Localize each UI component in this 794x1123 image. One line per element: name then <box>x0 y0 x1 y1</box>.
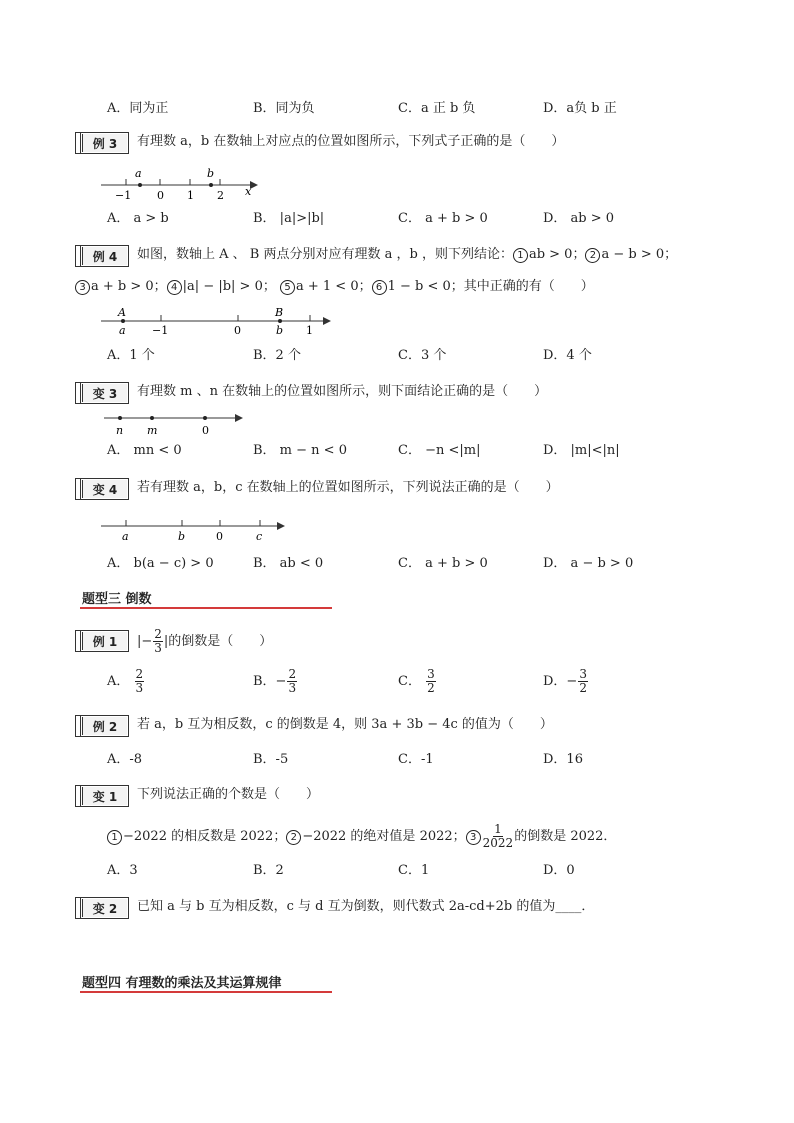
number-line-var4 <box>97 516 292 544</box>
option-b: B．2 个 <box>253 348 301 363</box>
point-label-a: a <box>119 324 126 337</box>
number-line-var3 <box>100 410 250 438</box>
option-b: B．2 <box>253 863 284 878</box>
option-c: C．-1 <box>398 752 434 767</box>
option-d: D．4 个 <box>543 348 592 363</box>
point-label-n: n <box>116 424 124 437</box>
question-text: 已知 a 与 b 互为相反数，c 与 d 互为倒数，则代数式 2a-cd+2b 的值为____． <box>137 899 595 914</box>
example-tag: 例 4 <box>75 245 129 267</box>
section-underline <box>80 607 332 609</box>
point-label-m: m <box>147 424 158 437</box>
tick-label: 1 <box>187 189 194 202</box>
option-a: A．1 个 <box>107 348 155 363</box>
option-c: C． a + b > 0 <box>398 556 488 571</box>
option-c: C． a + b > 0 <box>398 211 488 226</box>
tick-label: 2 <box>217 189 224 202</box>
point-label-b: b <box>207 167 215 180</box>
option-d: D． |m|<|n| <box>543 443 620 458</box>
variant-tag: 变 1 <box>75 785 129 807</box>
example-tag: 例 2 <box>75 715 129 737</box>
question-text: 若有理数 a，b，c 在数轴上的位置如图所示，下列说法正确的是（ ） <box>137 480 559 495</box>
option-b: B． ab < 0 <box>253 556 324 571</box>
number-line-ex4 <box>95 305 340 340</box>
option-c: C． $\frac{3}{2}$ <box>398 667 435 695</box>
option-d: D．− $\frac{3}{2}$ <box>543 667 587 695</box>
section-heading: 题型三 倒数 <box>82 592 152 607</box>
tick-label: −1 <box>115 189 132 202</box>
option-a: A． b(a − c) > 0 <box>107 556 214 571</box>
tick-label-0: 0 <box>202 424 209 437</box>
tick-label: 1 <box>306 324 313 337</box>
section-heading: 题型四 有理数的乘法及其运算规律 <box>82 976 282 991</box>
option-d: D．0 <box>543 863 575 878</box>
option-d: D．a负 b 正 <box>543 101 617 116</box>
number-line-ex3 <box>95 165 265 205</box>
option-d: D． a − b > 0 <box>543 556 634 571</box>
question-text: 有理数 m 、n 在数轴上的位置如图所示，则下面结论正确的是（ ） <box>137 384 548 399</box>
variant-tag: 变 4 <box>75 478 129 500</box>
option-b: B． m − n < 0 <box>253 443 347 458</box>
option-a: A． mn < 0 <box>107 443 182 458</box>
option-d: D．16 <box>543 752 583 767</box>
point-label-c: c <box>256 530 263 543</box>
option-a: A．同为正 <box>107 101 169 116</box>
point-label-A: A <box>118 306 126 319</box>
point-label-a: a <box>135 167 142 180</box>
option-a: A．-8 <box>107 752 143 767</box>
point-label-B: B <box>275 306 284 319</box>
tick-label-0: 0 <box>216 530 223 543</box>
question-text: |− $\frac{2}{3}$ |的倒数是（ ） <box>137 627 273 655</box>
tick-label: −1 <box>152 324 169 337</box>
axis-var-label: x <box>245 185 252 198</box>
point-label-a: a <box>122 530 129 543</box>
option-b: B． |a|>|b| <box>253 211 325 226</box>
variant-tag: 变 3 <box>75 382 129 404</box>
statement-list: 1 −2022 的相反数是 2022； 2 −2022 的绝对值是 2022； 3 $\frac{1}{2022}$ 的倒数是 2022． <box>107 823 616 850</box>
option-c: C．a 正 b 负 <box>398 101 476 116</box>
option-a: A． $\frac{2}{3}$ <box>107 667 144 695</box>
question-text: 若 a，b 互为相反数，c 的倒数是 4，则 3a + 3b − 4c 的值为（ ） <box>137 717 553 732</box>
option-c: C．3 个 <box>398 348 447 363</box>
option-b: B．-5 <box>253 752 289 767</box>
option-a: A． a > b <box>107 211 169 226</box>
option-c: C．1 <box>398 863 430 878</box>
point-label-b: b <box>276 324 284 337</box>
example-tag: 例 3 <box>75 132 129 154</box>
example-tag: 例 1 <box>75 630 129 652</box>
option-d: D． ab > 0 <box>543 211 615 226</box>
option-b: B．同为负 <box>253 101 315 116</box>
option-a: A．3 <box>107 863 138 878</box>
question-text: 下列说法正确的个数是（ ） <box>137 787 320 802</box>
tick-label: 0 <box>157 189 164 202</box>
point-label-b: b <box>178 530 186 543</box>
question-text: 有理数 a，b 在数轴上对应点的位置如图所示，下列式子正确的是（ ） <box>137 134 565 149</box>
option-b: B．− $\frac{2}{3}$ <box>253 667 297 695</box>
section-underline <box>80 991 332 993</box>
tick-label: 0 <box>234 324 241 337</box>
question-text-cont: 3 a + b > 0； 4 |a| − |b| > 0； 5 a + 1 < 0； 6 1 − b < 0；其中正确的有（ ） <box>75 275 594 299</box>
option-c: C． −n <|m| <box>398 443 481 458</box>
variant-tag: 变 2 <box>75 897 129 919</box>
question-text: 如图，数轴上 A 、 B 两点分别对应有理数 a ，b ，则下列结论： 1 ab > 0； 2 a − b > 0； <box>137 247 678 262</box>
